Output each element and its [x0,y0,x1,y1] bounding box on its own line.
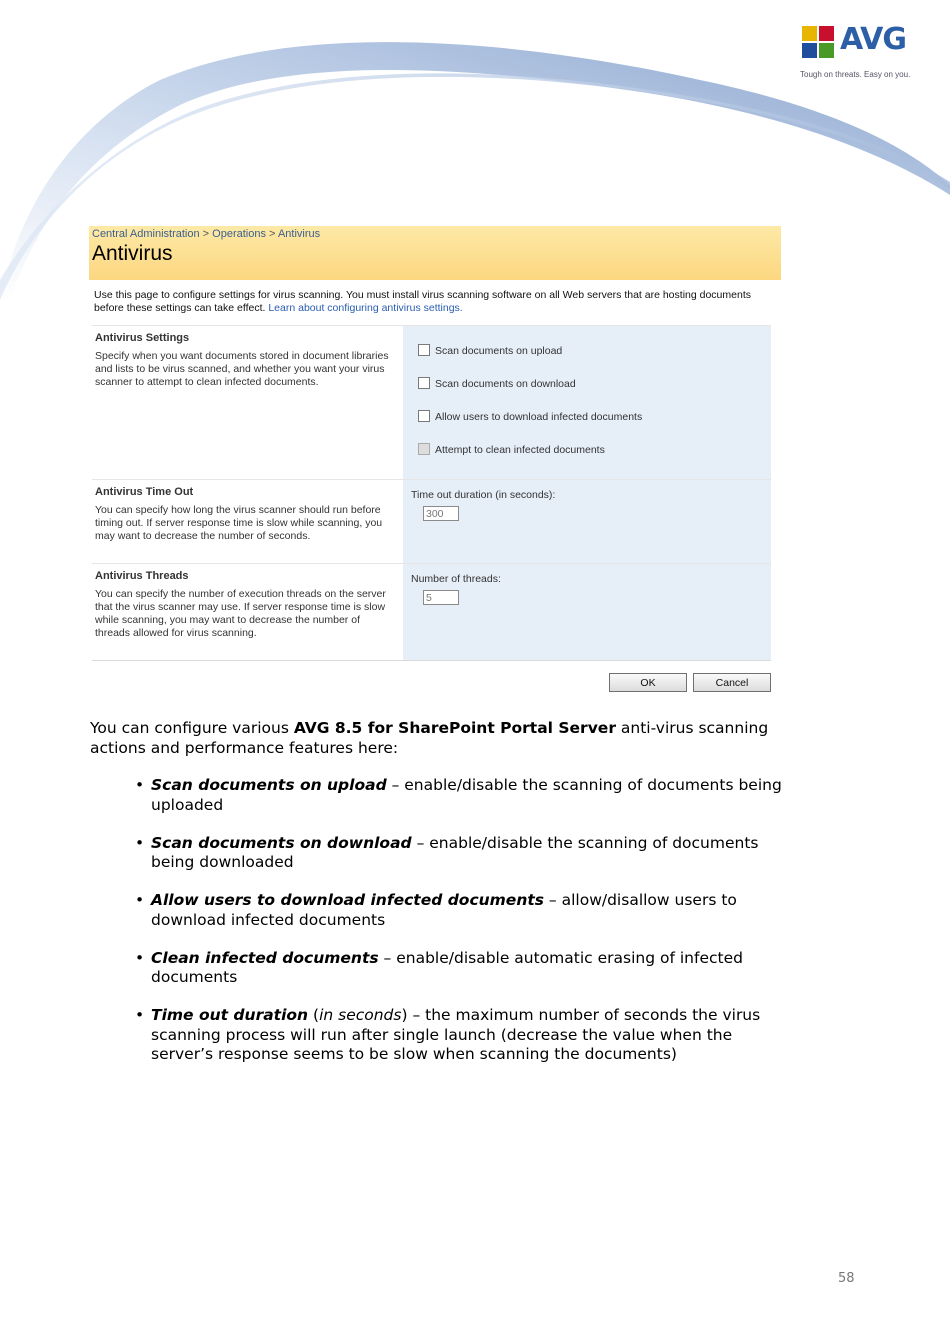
bullet: • [135,891,145,909]
product-name: AVG 8.5 for SharePoint Portal Server [293,719,616,737]
checkbox-attempt-clean [418,443,605,456]
breadcrumb-antivirus[interactable]: Antivirus [277,228,321,240]
section-info [92,480,403,564]
intro-paragraph [90,719,790,758]
checkbox-label: Attempt to clean infected documents [435,444,605,456]
threads-field-label: Number of threads: [411,573,501,585]
list-item [135,891,790,930]
feature-description: – enable/disable automatic erasing of infected documents [151,948,743,986]
feature-term: Allow users to download infected documents [151,891,544,909]
avg-tagline: Tough on threats. Easy on you. [800,70,911,79]
checkbox-box-disabled [418,443,430,455]
divider [92,660,771,661]
feature-term: Clean infected documents [151,948,379,967]
breadcrumb-operations[interactable]: Operations [212,228,266,240]
checkbox-scan-on-download[interactable] [418,377,576,390]
page-description [94,289,776,315]
learn-more-link[interactable]: Learn about configuring antivirus settings. [268,302,463,314]
breadcrumb-central-administration[interactable]: Central Administration [92,228,200,240]
avg-logo-mark [800,24,836,60]
bullet: • [135,833,145,852]
breadcrumb-separator: > [202,228,210,240]
antivirus-settings-screenshot [89,226,781,696]
section-description: You can specify the number of execution threads on the server that the virus scanner may use. If server response time is slow while scanning, you may want to decrease the number of threads allowed for virus scanning. [95,588,386,639]
feature-description: ) – the maximum number of seconds the virus scanning process will run after single launch (decrease the value when the server’s response seems to be slow when scanning the documents) [151,1006,761,1063]
section-description: You can specify how long the virus scanner should run before timing out. If server response time is slow while scanning, you may want to decrease the number of seconds. [95,504,383,542]
timeout-field-label: Time out duration (in seconds): [411,489,556,501]
page-title: Antivirus [92,242,173,265]
intro-text: You can configure various [90,719,294,737]
checkbox-allow-download-infected[interactable] [418,410,642,423]
section-controls [403,564,771,661]
checkbox-label: Scan documents on download [435,378,576,390]
bullet: • [135,948,145,967]
intro-text: anti-virus scanning actions and performance features here: [90,719,769,757]
antivirus-timeout-section [92,479,771,564]
checkbox-label: Scan documents on upload [435,345,563,357]
section-description: Specify when you want documents stored in document libraries and lists to be virus scanned, and whether you want your virus scanner to attempt to clean infected documents. [95,350,389,388]
page-header-band [89,226,781,280]
breadcrumb [92,228,320,240]
section-controls [403,480,771,564]
number-of-threads-input[interactable]: 5 [423,590,459,605]
avg-logo [800,22,910,84]
antivirus-threads-section [92,563,771,661]
feature-description: – allow/disallow users to download infected documents [151,891,737,929]
checkbox-box[interactable] [418,377,430,389]
avg-wordmark: AVG [840,22,907,57]
feature-term: Scan documents on upload [151,776,387,794]
section-title: Antivirus Threads [95,570,189,582]
page-number: 58 [838,1271,855,1286]
section-info [92,326,403,480]
bullet: • [135,1006,145,1024]
list-item: • Time out duration (in seconds) – the maximum number of seconds the virus scanning process will run after single launch (decrease the value when the server’s response seems to be slow when scanning the documents) [135,1006,761,1063]
list-item [135,833,790,873]
antivirus-settings-section [92,325,771,480]
feature-term: Time out duration [151,1006,309,1024]
section-title: Antivirus Settings [95,332,190,344]
ok-button[interactable]: OK [609,673,687,692]
checkbox-label: Allow users to download infected documents [435,411,643,423]
list-item [135,776,790,815]
bullet: • [135,776,145,794]
section-title: Antivirus Time Out [95,486,194,498]
feature-description: – enable/disable the scanning of documents being uploaded [151,776,782,814]
breadcrumb-separator: > [269,228,276,240]
checkbox-scan-on-upload[interactable] [418,344,562,357]
section-info [92,564,403,661]
feature-list [90,776,790,1083]
timeout-duration-input[interactable]: 300 [423,506,459,521]
feature-term-qualifier: in seconds [319,1006,402,1024]
page-description-text: Use this page to configure settings for virus scanning. You must install virus scanning software on all Web servers that are hosting documents before these settings can take effect. [94,289,751,314]
checkbox-box[interactable] [418,344,430,356]
feature-description: – enable/disable the scanning of documents being downloaded [151,833,759,871]
feature-term: Scan documents on download [151,833,412,852]
section-controls [403,326,771,480]
list-item [135,948,790,988]
cancel-button[interactable]: Cancel [693,673,771,692]
checkbox-box[interactable] [418,410,430,422]
